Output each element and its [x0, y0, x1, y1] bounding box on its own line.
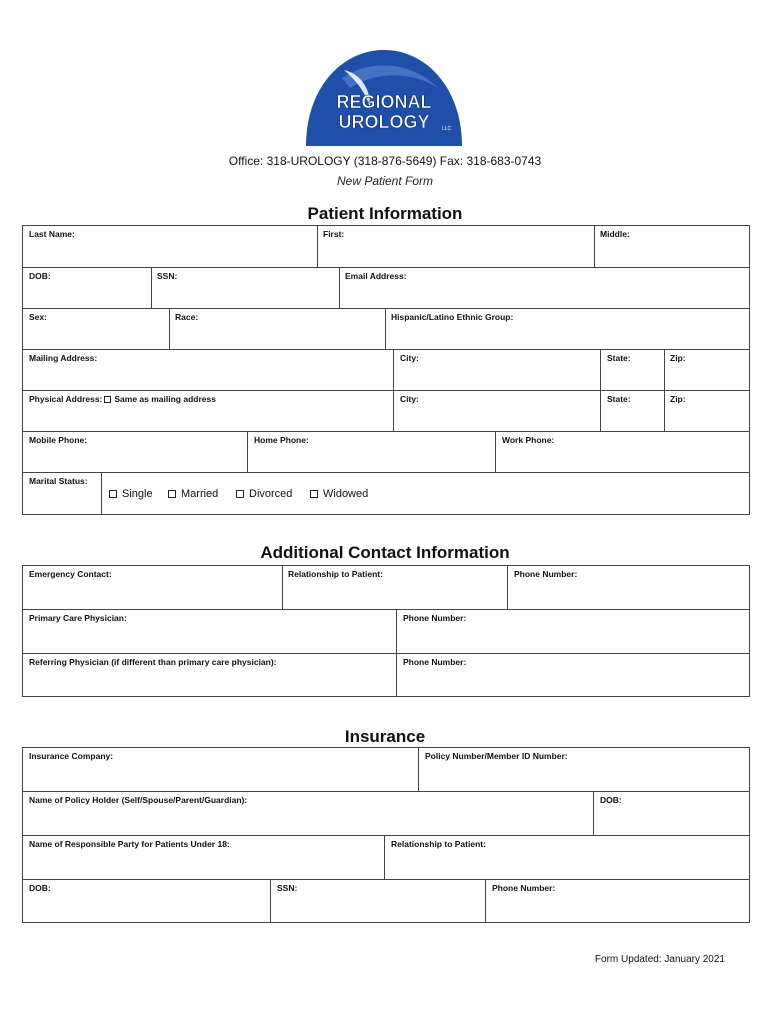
dob-field[interactable]: DOB: — [29, 271, 51, 281]
form-updated-note: Form Updated: January 2021 — [594, 954, 725, 965]
single-label: Single — [122, 488, 153, 500]
physical-zip-field[interactable]: Zip: — [670, 394, 686, 404]
marital-option-widowed[interactable] — [310, 488, 368, 500]
marital-option-married[interactable] — [168, 488, 218, 500]
insurance-company-field[interactable]: Insurance Company: — [29, 751, 114, 761]
logo-text-llc: LLC — [442, 126, 452, 132]
mailing-address-field[interactable]: Mailing Address: — [29, 353, 98, 363]
physical-state-field[interactable]: State: — [607, 394, 631, 404]
emergency-relationship-field[interactable]: Relationship to Patient: — [288, 569, 383, 579]
primary-care-physician-field[interactable]: Primary Care Physician: — [29, 613, 127, 623]
sex-field[interactable]: Sex: — [29, 312, 47, 322]
physical-address-field[interactable] — [29, 394, 216, 404]
referring-physician-field[interactable]: Referring Physician (if different than primary care physician): — [29, 657, 277, 667]
patient-information-title: Patient Information — [307, 204, 463, 223]
first-name-field[interactable]: First: — [323, 229, 345, 239]
emergency-phone-field[interactable]: Phone Number: — [514, 569, 578, 579]
policy-holder-dob-field[interactable]: DOB: — [600, 795, 622, 805]
policy-number-field[interactable]: Policy Number/Member ID Number: — [425, 751, 568, 761]
race-field[interactable]: Race: — [175, 312, 199, 322]
widowed-checkbox[interactable] — [310, 490, 318, 498]
regional-urology-logo — [302, 48, 466, 148]
mobile-phone-field[interactable]: Mobile Phone: — [29, 435, 88, 445]
married-checkbox[interactable] — [168, 490, 176, 498]
form-subtitle: New Patient Form — [336, 174, 434, 188]
logo-text-regional: REGIONAL — [336, 92, 432, 112]
middle-name-field[interactable]: Middle: — [600, 229, 630, 239]
pcp-phone-field[interactable]: Phone Number: — [403, 613, 467, 623]
additional-contact-table — [22, 565, 750, 697]
marital-option-single[interactable] — [109, 488, 153, 500]
referring-phone-field[interactable]: Phone Number: — [403, 657, 467, 667]
same-as-mailing-option[interactable] — [104, 394, 216, 404]
marital-option-divorced[interactable] — [236, 488, 292, 500]
home-phone-field[interactable]: Home Phone: — [254, 435, 309, 445]
responsible-phone-field[interactable]: Phone Number: — [492, 883, 556, 893]
policy-holder-field[interactable]: Name of Policy Holder (Self/Spouse/Parent/Guardian): — [29, 795, 248, 805]
physical-city-field[interactable]: City: — [400, 394, 419, 404]
responsible-relationship-field[interactable]: Relationship to Patient: — [391, 839, 486, 849]
insurance-title: Insurance — [344, 727, 426, 746]
divorced-checkbox[interactable] — [236, 490, 244, 498]
responsible-ssn-field[interactable]: SSN: — [277, 883, 298, 893]
responsible-party-field[interactable]: Name of Responsible Party for Patients Under 18: — [29, 839, 230, 849]
mailing-city-field[interactable]: City: — [400, 353, 419, 363]
last-name-field[interactable]: Last Name: — [29, 229, 75, 239]
office-contact-line: Office: 318-UROLOGY (318-876-5649) Fax: 318-683-0743 — [228, 154, 542, 168]
marital-status-label: Marital Status: — [29, 476, 88, 486]
same-as-mailing-label: Same as mailing address — [114, 394, 216, 404]
divorced-label: Divorced — [249, 488, 293, 500]
same-as-mailing-checkbox[interactable] — [104, 396, 111, 403]
mailing-state-field[interactable]: State: — [607, 353, 631, 363]
mailing-zip-field[interactable]: Zip: — [670, 353, 686, 363]
work-phone-field[interactable]: Work Phone: — [502, 435, 555, 445]
responsible-dob-field[interactable]: DOB: — [29, 883, 51, 893]
widowed-label: Widowed — [323, 488, 369, 500]
email-field[interactable]: Email Address: — [345, 271, 407, 281]
physical-address-label: Physical Address: — [29, 394, 103, 404]
additional-contact-title: Additional Contact Information — [260, 543, 510, 562]
married-label: Married — [181, 488, 219, 500]
ssn-field[interactable]: SSN: — [157, 271, 178, 281]
ethnic-group-field[interactable]: Hispanic/Latino Ethnic Group: — [391, 312, 514, 322]
single-checkbox[interactable] — [109, 490, 117, 498]
emergency-contact-field[interactable]: Emergency Contact: — [29, 569, 112, 579]
logo-text-urology: UROLOGY — [338, 112, 430, 132]
